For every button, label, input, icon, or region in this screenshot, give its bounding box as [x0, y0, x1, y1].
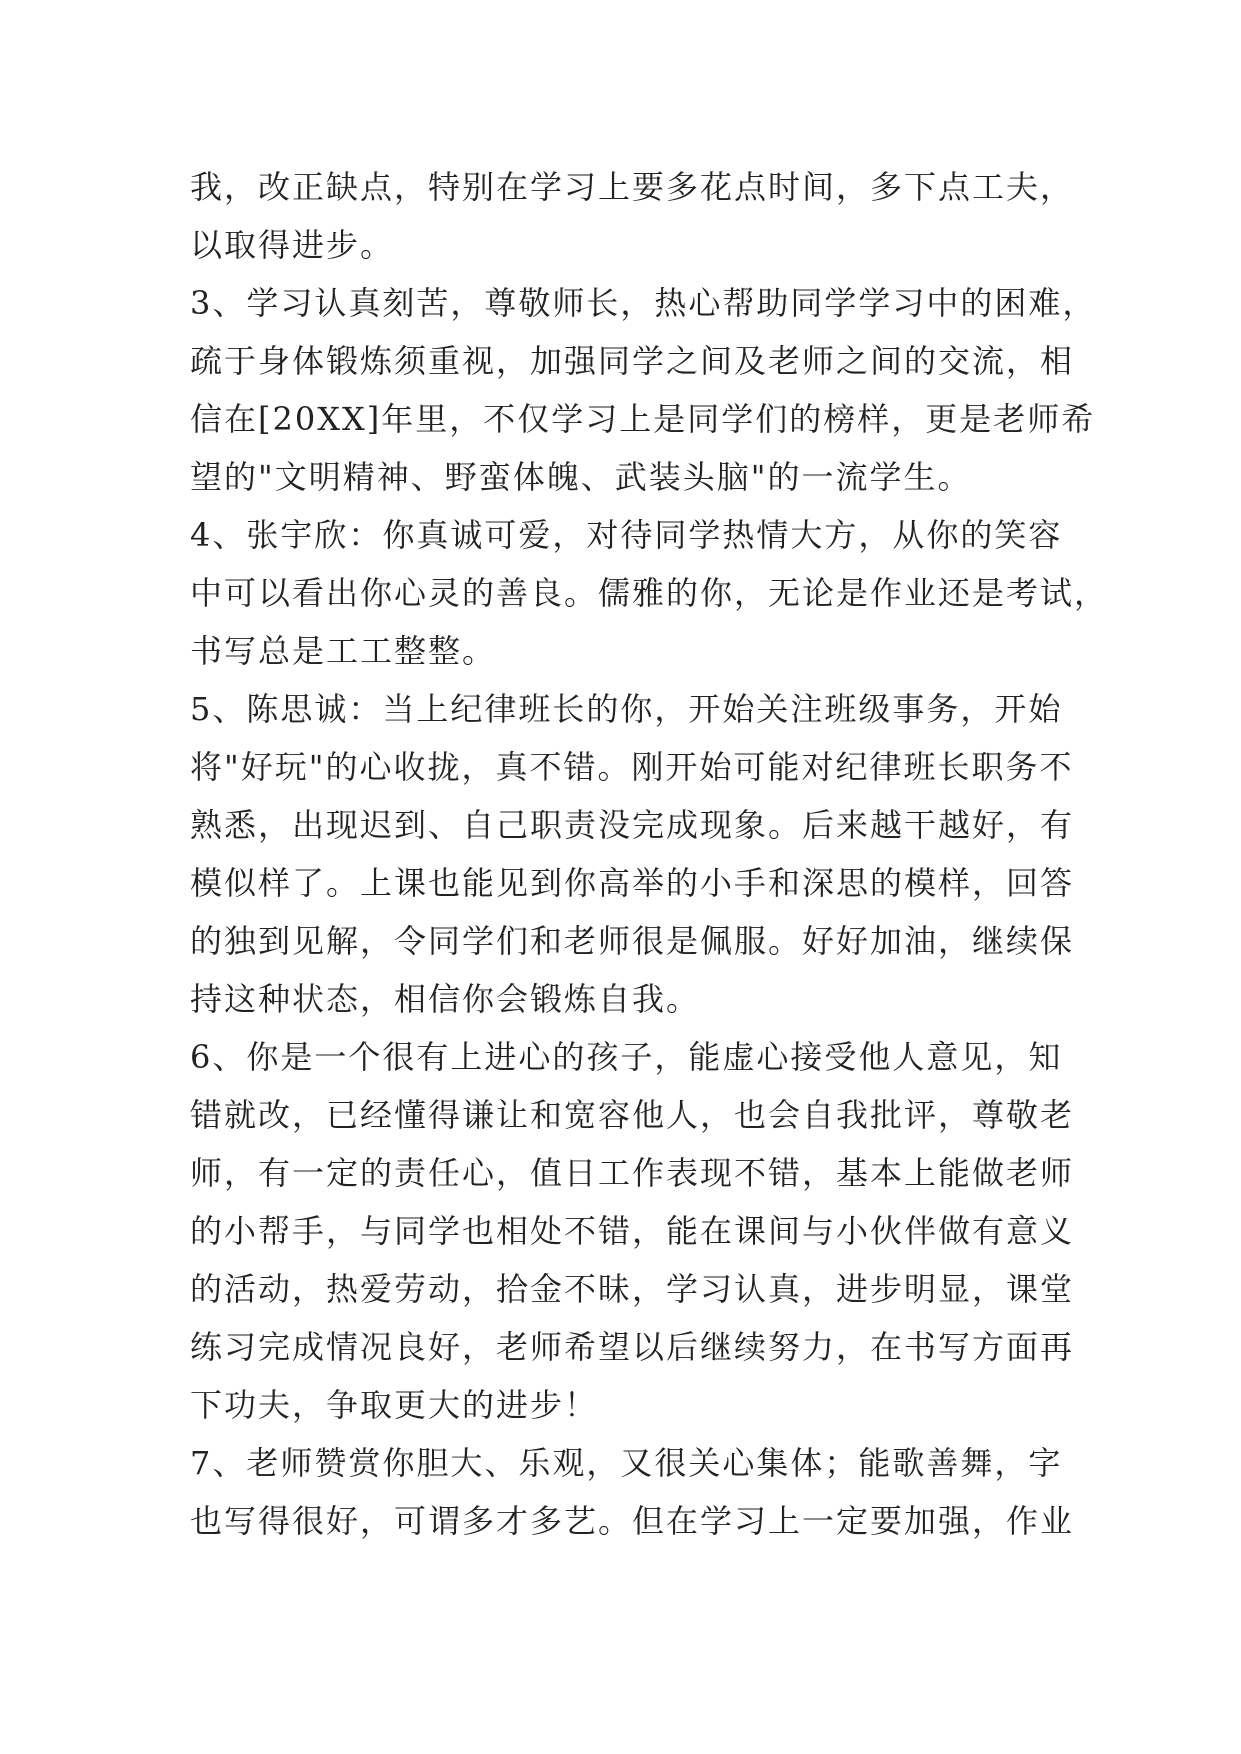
text-line: 以取得进步。 [190, 226, 395, 264]
text-line: 信在[20XX]年里，不仅学习上是同学们的榜样，更是老师希 [190, 400, 1096, 438]
text-line: 熟悉，出现迟到、自己职责没完成现象。后来越干越好，有 [190, 806, 1075, 844]
text-line: 的独到见解，令同学们和老师很是佩服。好好加油，继续保 [190, 922, 1075, 960]
text-line: 将"好玩"的心收拢，真不错。刚开始可能对纪律班长职务不 [190, 748, 1074, 786]
text-line: 也写得很好，可谓多才多艺。但在学习上一定要加强，作业 [190, 1502, 1075, 1540]
text-line: 练习完成情况良好，老师希望以后继续努力，在书写方面再 [190, 1328, 1075, 1366]
text-line: 持这种状态，相信你会锻炼自我。 [190, 980, 701, 1018]
text-line: 我，改正缺点，特别在学习上要多花点时间，多下点工夫， [190, 168, 1075, 206]
text-line: 中可以看出你心灵的善良。儒雅的你，无论是作业还是考试， [190, 574, 1109, 612]
text-line: 师，有一定的责任心，值日工作表现不错，基本上能做老师 [190, 1154, 1075, 1192]
text-line: 6、你是一个很有上进心的孩子，能虚心接受他人意见，知 [190, 1038, 1063, 1076]
text-line: 3、学习认真刻苦，尊敬师长，热心帮助同学学习中的困难， [190, 284, 1097, 322]
document-body [190, 158, 1109, 1550]
text-line: 7、老师赞赏你胆大、乐观，又很关心集体；能歌善舞，字 [190, 1444, 1063, 1482]
text-line: 下功夫，争取更大的进步！ [190, 1386, 599, 1424]
text-line: 望的"文明精神、野蛮体魄、武装头脑"的一流学生。 [190, 458, 972, 496]
text-line: 的活动，热爱劳动，拾金不昧，学习认真，进步明显，课堂 [190, 1270, 1075, 1308]
text-line: 模似样了。上课也能见到你高举的小手和深思的模样，回答 [190, 864, 1075, 902]
text-line: 疏于身体锻炼须重视，加强同学之间及老师之间的交流，相 [190, 342, 1075, 380]
text-line: 5、陈思诚：当上纪律班长的你，开始关注班级事务，开始 [190, 690, 1063, 728]
text-line: 4、张宇欣：你真诚可爱，对待同学热情大方，从你的笑容 [190, 516, 1063, 554]
text-line: 错就改，已经懂得谦让和宽容他人，也会自我批评，尊敬老 [190, 1096, 1075, 1134]
text-line: 书写总是工工整整。 [190, 632, 497, 670]
text-line: 的小帮手，与同学也相处不错，能在课间与小伙伴做有意义 [190, 1212, 1075, 1250]
